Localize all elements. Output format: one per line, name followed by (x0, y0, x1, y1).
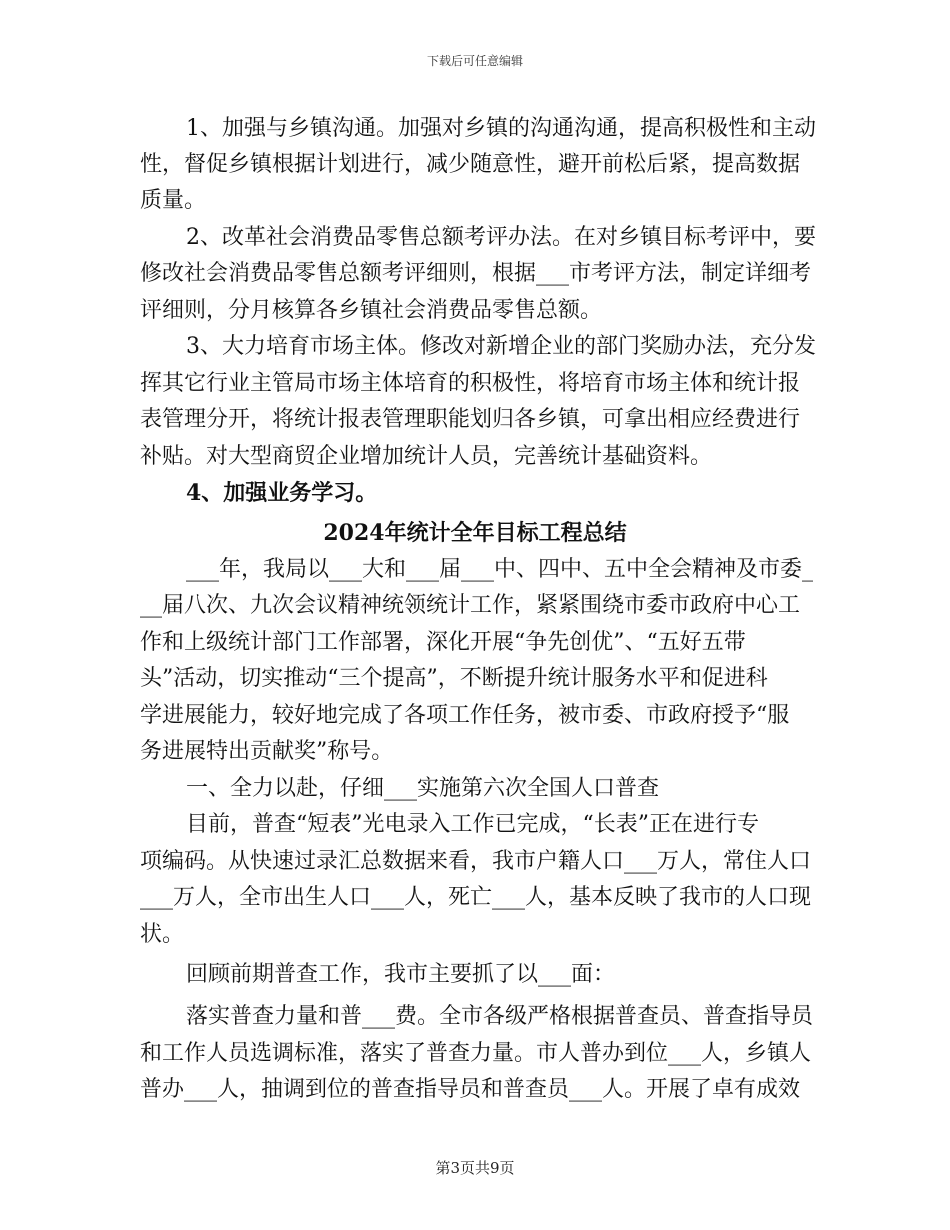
text-line: 项编码。从快速过录汇总数据来看，我市户籍人口___万人，常住人口 (140, 849, 812, 874)
document-title: 2024年统计全年目标工程总结 (323, 520, 627, 546)
text-line: 表管理分开，将统计报表管理职能划归各乡镇，可拿出相应经费进行 (140, 407, 801, 432)
text-line: 落实普查力量和普___费。全市各级严格根据普查员、普查指导员 (186, 1004, 814, 1029)
text-line: 目前，普查“短表”光电录入工作已完成，“长表”正在进行专 (186, 812, 759, 837)
text-line: __届八次、九次会议精神统领统计工作，紧紧围绕市委市政府中心工 (140, 593, 801, 618)
section-heading: 一、全力以赴，仔细___实施第六次全国人口普查 (186, 776, 660, 801)
page-footer: 第3页共9页 (435, 1159, 515, 1177)
text-line: 3、大力培育市场主体。修改对新增企业的部门奖励办法，充分发 (186, 334, 816, 359)
text-line: 1、加强与乡镇沟通。加强对乡镇的沟通沟通，提高积极性和主动 (186, 116, 816, 141)
section-heading: 4、加强业务学习。 (186, 480, 378, 506)
text-line: 质量。 (140, 188, 207, 213)
text-line: 2、改革社会消费品零售总额考评办法。在对乡镇目标考评中，要 (186, 225, 816, 250)
page-header: 下载后可任意编辑 (426, 54, 523, 68)
text-line: 普办___人，抽调到位的普查指导员和普查员___人。开展了卓有成效 (140, 1077, 801, 1102)
text-line: 作和上级统计部门工作部署，深化开展“争先创优”、“五好五带 (140, 630, 746, 655)
text-line: 修改社会消费品零售总额考评细则，根据___市考评方法，制定详细考 (140, 261, 812, 286)
text-line: 学进展能力，较好地完成了各项工作任务，被市委、市政府授予“服 (140, 703, 790, 728)
text-line: 状。 (140, 922, 185, 947)
text-line: 挥其它行业主管局市场主体培育的积极性，将培育市场主体和统计报 (140, 371, 801, 396)
text-line: 补贴。对大型商贸企业增加统计人员，完善统计基础资料。 (140, 444, 713, 469)
text-line: 性，督促乡镇根据计划进行，减少随意性，避开前松后紧，提高数据 (140, 152, 801, 177)
text-line: 评细则，分月核算各乡镇社会消费品零售总额。 (140, 298, 603, 323)
text-line: 回顾前期普查工作，我市主要抓了以___面： (186, 962, 616, 987)
text-line: 务进展特出贡献奖”称号。 (140, 739, 394, 764)
text-line: ___年，我局以___大和___届___中、四中、五中全会精神及市委_ (186, 557, 814, 582)
text-line: ___万人，全市出生人口___人，死亡___人，基本反映了我市的人口现 (140, 885, 812, 910)
text-line: 和工作人员选调标准，落实了普查力量。市人普办到位___人，乡镇人 (140, 1041, 812, 1066)
text-line: 头”活动，切实推动“三个提高”，不断提升统计服务水平和促进科 (140, 666, 768, 691)
